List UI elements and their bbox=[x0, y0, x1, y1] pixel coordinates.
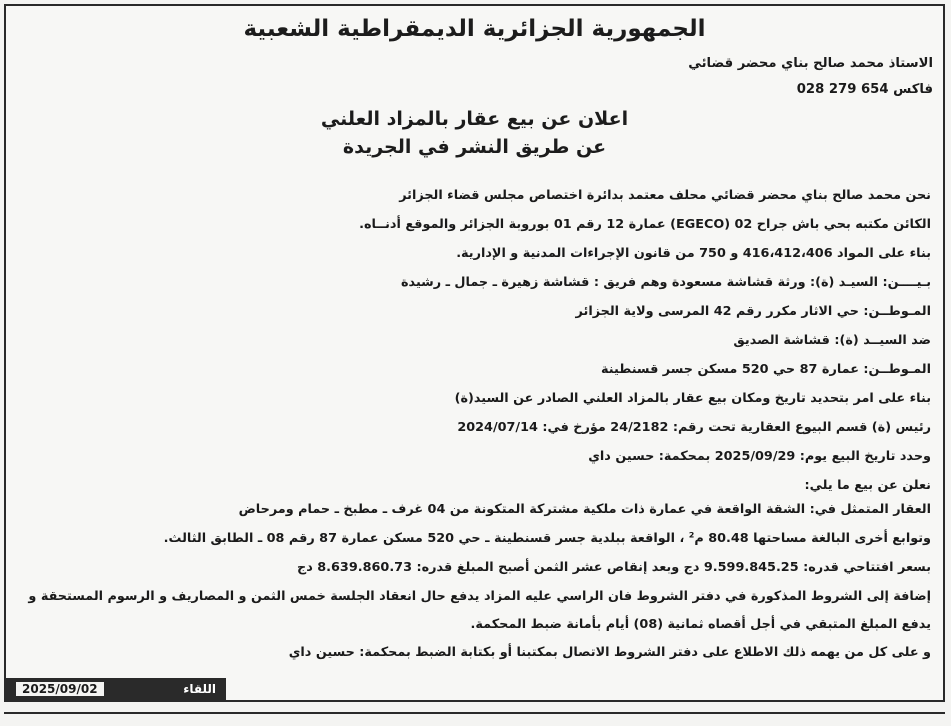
announcement-title: اعلان عن بيع عقار بالمزاد العلني bbox=[320, 108, 629, 130]
body-line: العقار المتمثل في: الشقة الواقعة في عمارة ذات ملكية مشتركة المتكونة من 04 غرف ـ مطبخ ـ حمام ومرحاض bbox=[238, 502, 931, 517]
newspaper-name: اللقاء bbox=[183, 682, 216, 696]
body-line: الكائن مكتبه بحي باش جراح 02 (EGECO) عمارة 12 رقم 01 بوروبة الجزائر والموقع أدنــاه. bbox=[359, 217, 931, 232]
body-line: نحن محمد صالح بناي محضر قضائي محلف معتمد بدائرة اختصاص مجلس قضاء الجزائر bbox=[399, 188, 931, 203]
body-line: يدفع المبلغ المتبقي في أجل أقصاه ثمانية (08) أيام بأمانة ضبط المحكمة. bbox=[470, 617, 931, 632]
body-line: بسعر افتتاحي قدره: 9.599.845.25 دج وبعد إنقاص عشر الثمن أصبح المبلغ قدره: 8.639.860.73 دج bbox=[297, 560, 931, 575]
publication-date: 2025/09/02 bbox=[16, 682, 104, 696]
body-line: وتوابع أخرى البالغة مساحتها 80.48 م² ، الواقعة ببلدية جسر قسنطينة ـ حي 520 مسكن عمارة 87 رقم 08 ـ الطابق الثالث. bbox=[163, 531, 931, 546]
body-line: و على كل من يهمه ذلك الاطلاع على دفتر الشروط الاتصال بمكتبنا أو بكتابة الضبط بمحكمة: حسين داي bbox=[288, 645, 931, 660]
body-line: ضد السيــد (ة): قشاشة الصديق bbox=[733, 333, 931, 348]
body-line: نعلن عن بيع ما يلي: bbox=[804, 478, 931, 493]
body-line: رئيس (ة) قسم البيوع العقارية تحت رقم: 24/2182 مؤرخ في: 2024/07/14 bbox=[457, 420, 931, 435]
body-line: إضافة إلى الشروط المذكورة في دفتر الشروط فان الراسي عليه المزاد يدفع حال انعقاد الجلسة خمس الثمن و المصاريف و الرسوم المستحقة و bbox=[28, 589, 931, 604]
body-line: بناء على المواد 416،412،406 و 750 من قانون الإجراءات المدنية و الإدارية. bbox=[456, 246, 931, 261]
notary-name: الاستاذ محمد صالح بناي محضر قضائي bbox=[688, 56, 933, 71]
body-line: وحدد تاريخ البيع يوم: 2025/09/29 بمحكمة: حسين داي bbox=[588, 449, 931, 464]
divider bbox=[4, 712, 945, 714]
body-line: بـيــــن: السيـد (ة): ورثة قشاشة مسعودة وهم فريق : قشاشة زهيرة ـ جمال ـ رشيدة bbox=[401, 275, 931, 290]
announcement-subtitle: عن طريق النشر في الجريدة bbox=[342, 136, 607, 158]
fax-number: فاكس 654 279 028 bbox=[796, 82, 933, 97]
announcement-page bbox=[4, 4, 945, 702]
republic-header: الجمهورية الجزائرية الديمقراطية الشعبية bbox=[243, 16, 706, 42]
body-line: بناء على امر بتحديد تاريخ ومكان بيع عقار بالمزاد العلني الصادر عن السيد(ة) bbox=[454, 391, 931, 406]
body-line: المـوطــن: حي الاثار مكرر رقم 42 المرسى ولاية الجزائر bbox=[575, 304, 931, 319]
footer-bar bbox=[6, 678, 226, 700]
body-line: المـوطــن: عمارة 87 حي 520 مسكن جسر قسنطينة bbox=[601, 362, 931, 377]
